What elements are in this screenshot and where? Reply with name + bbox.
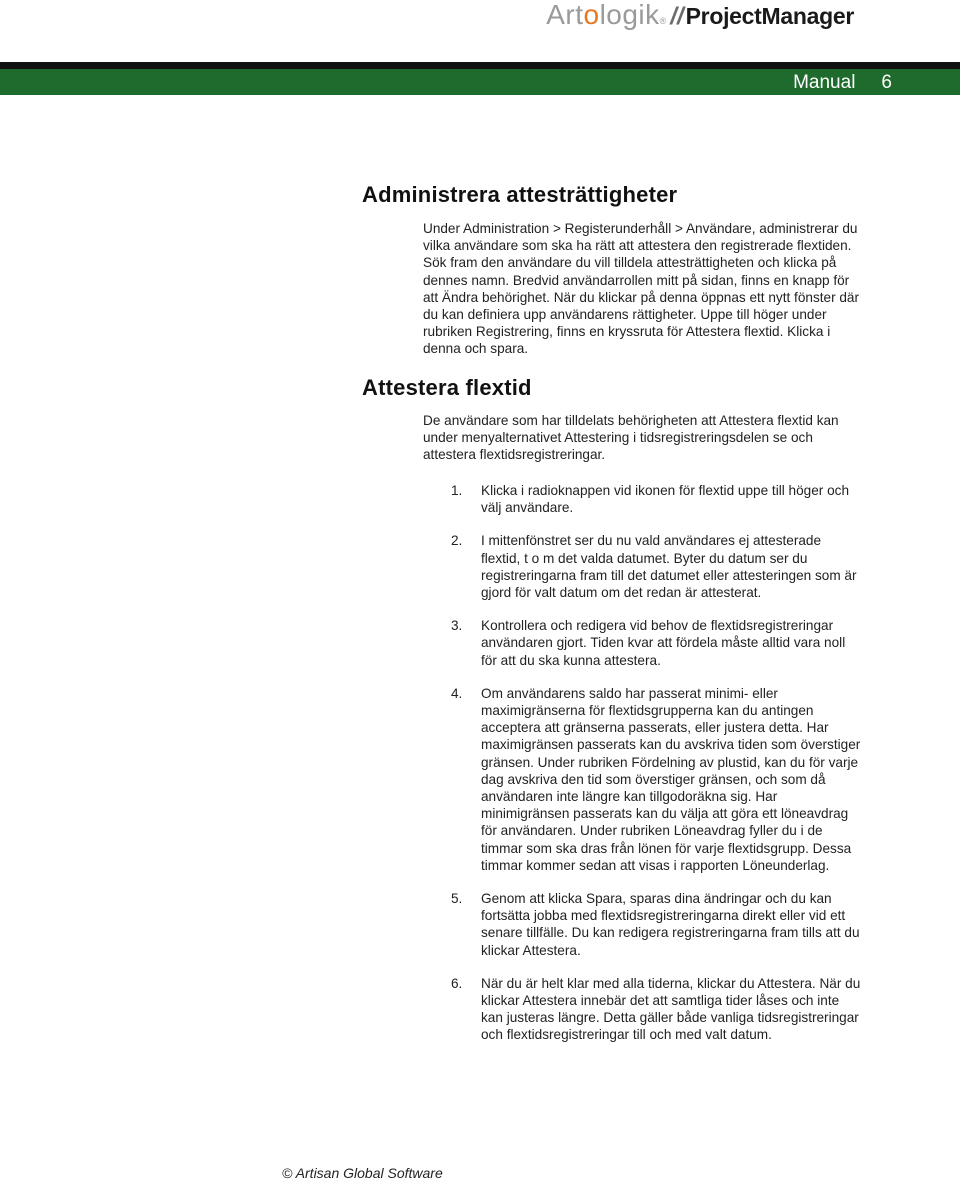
step-text: Genom att klicka Spara, sparas dina ändringar och du kan fortsätta jobba med flextidsregistreringarna direkt eller vid ett senare tillfälle. Du kan redigera registreringarna fram tills att du klickar Attestera. (481, 891, 860, 958)
list-item (423, 617, 863, 669)
header-dark-stripe (0, 62, 960, 69)
section-title-attestera: Attestera flextid (362, 375, 532, 400)
steps-list (423, 482, 863, 1060)
step-text: När du är helt klar med alla tiderna, klickar du Attestera. När du klickar Attestera innebär det att samtliga tider låses och inte kan justeras längre. Detta gäller både vanliga tidsregistreringar och flextidsregistreringar till och med valt datum. (481, 975, 861, 1043)
header-band (0, 69, 960, 95)
logo-product-name: ProjectManager (685, 3, 854, 29)
header-band-text (793, 71, 892, 95)
logo-brand: Artologik (546, 0, 660, 30)
list-item (423, 532, 863, 601)
step-text: I mittenfönstret ser du nu vald användares ej attesterade flextid, t o m det valda datumet. Byter du datum ser du registreringarna fram till det datumet eller attesteringen som är gjord för valt datum om det redan är attesterat. (481, 533, 857, 601)
section-paragraph-attestera: De användare som har tilldelats behörigheten att Attestera flextid kan under menyalternativet Attestering i tidsregistreringsdelen se och attestera flextidsregistreringar. (423, 413, 839, 463)
manual-label: Manual (793, 72, 856, 93)
step-number: 1. (451, 483, 463, 498)
list-item (423, 482, 863, 516)
list-item (423, 975, 863, 1044)
step-text: Klicka i radioknappen vid ikonen för flextid uppe till höger och välj användare. (481, 483, 850, 516)
step-number: 6. (451, 975, 463, 991)
step-text: Om användarens saldo har passerat minimi- eller maximigränserna för flextidsgrupperna kan du antingen acceptera att gränserna passerats, eller justera detta. Har maximigränsen passerats kan du avskriva tiden som överstiger gränsen. Under rubriken Fördelning av plustid, kan du för varje dag avskriva den tid som överstiger gränsen, och som då användaren inte längre kan tillgodoräkna sig. Har minimigränsen passerats kan du välja att göra ett löneavdrag för användaren. Under rubriken Löneavdrag fyller du i de timmar som ska dras från lönen för varje flextidsgrupp. Dessa timmar kommer sedan att visas i rapporten Löneunderlag. (481, 685, 861, 873)
section-title-administrera: Administrera attesträttigheter (362, 182, 678, 207)
page-number: 6 (881, 72, 892, 93)
logo-separator: // (670, 3, 684, 30)
step-number: 4. (451, 685, 463, 701)
step-number: 2. (451, 533, 463, 549)
logo-registered-mark: ® (659, 16, 667, 26)
artologik-logo (546, 0, 854, 30)
section-paragraph-administrera: Under Administration > Registerunderhåll > Användare, administrerar du vilka användare som ska ha rätt att attestera den registrerade flextiden. Sök fram den användare du vill tilldela attesträttigheten och klicka på dennes namn. Bredvid användarrollen mitt på sidan, finns en knapp för att Ändra behörighet. När du klickar på denna öppnas ett nytt fönster där du kan definiera upp användarens rättigheter. Uppe till höger under rubriken Registrering, finns en kryssruta för Attestera flextid. Klicka i denna och spara. (423, 221, 860, 357)
list-item (423, 685, 863, 874)
list-item (423, 890, 863, 959)
step-text: Kontrollera och redigera vid behov de flextidsregistreringar användaren gjort. Tiden kvar att fördela måste alltid vara noll för att du ska kunna attestera. (481, 618, 846, 668)
step-number: 5. (451, 891, 463, 907)
footer-copyright: © Artisan Global Software (282, 1165, 443, 1181)
step-number: 3. (451, 618, 463, 634)
